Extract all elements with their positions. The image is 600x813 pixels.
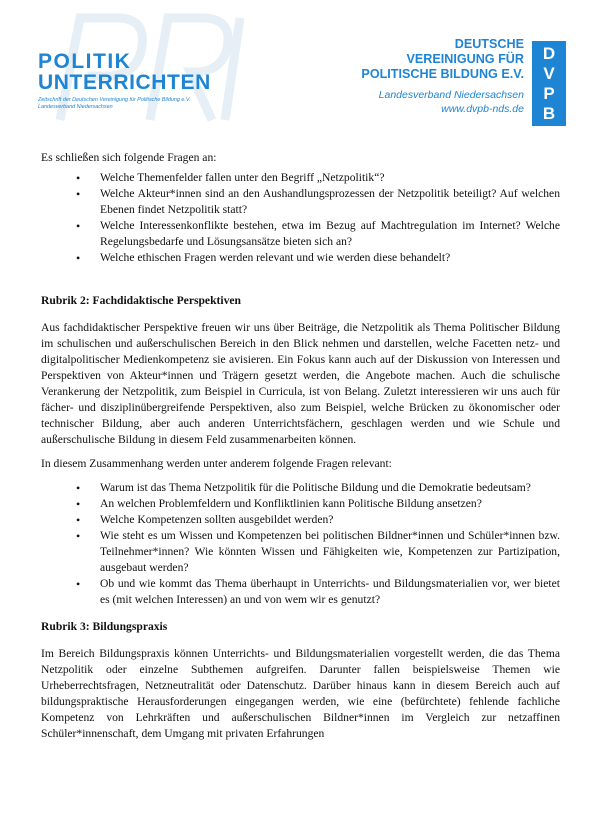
rubrik2-lead: In diesem Zusammenhang werden unter anderem folgende Fragen relevant: (41, 457, 392, 470)
list-item: • Wie steht es um Wissen und Kompetenzen bei politischen Bildner*innen und Schüler*innen bzw. Teilnehmer*innen? Wie könnten Wissen und Fähigkeiten wie, Kompetenzen zur Partizipation, ausgebaut werden? (100, 528, 560, 576)
org-name-line-2: VEREINIGUNG FÜR (406, 52, 524, 66)
logo-title-line-2: UNTERRICHTEN (38, 71, 211, 94)
rubrik2-question-list (41, 480, 560, 608)
dvpb-letter: P (543, 83, 555, 103)
logo-subtitle-1: Zeitschrift der Deutschen Vereinigung für Politische Bildung e.V. (38, 97, 191, 103)
dvpb-letter: D (542, 43, 556, 63)
section1-question-list (41, 170, 560, 266)
document-body (41, 150, 560, 742)
logo-subtitle-2: Landesverband Niedersachsen (38, 104, 113, 110)
rubrik3-paragraph: Im Bereich Bildungspraxis können Unterrichts- und Bildungsmaterialien vorgestellt werden, die das Thema Netzpolitik oder einzelne Subthemen aufgreifen. Darunter fallen beispielsweise Themen wie Urheberrechtsfragen, Netzneutralität oder Datenschutz. Darüber hinaus kann in diesem Bereich auch auf bildungspraktische Herausforderungen eingegangen werden, wie eine (befürchtete) fehlende fachliche Kompetenz von Lehrkräften und außerschulischen Bildner*innen im Vergleich zur netzaffinen Schüler*innenschaft, dem Umgang mit privaten Erfahrungen (41, 647, 560, 740)
org-name-line-1: DEUTSCHE (454, 37, 524, 51)
org-region: Landesverband Niedersachsen (378, 89, 524, 101)
organization-block (361, 37, 524, 116)
list-item: • Welche Akteur*innen sind an den Aushandlungsprozessen der Netzpolitik beteiligt? Auf welchen Ebenen findet Netzpolitik statt? (100, 186, 560, 218)
list-item: • Welche Interessenkonflikte bestehen, etwa im Bezug auf Machtregulation im Internet? Welche Regelungsbedarfe und Lösungsansätze bieten sich an? (100, 218, 560, 250)
section1-lead: Es schließen sich folgende Fragen an: (41, 151, 217, 164)
dvpb-logo (532, 41, 566, 126)
politik-unterrichten-logo (38, 51, 211, 111)
org-name-line-3: POLITISCHE BILDUNG E.V. (361, 67, 524, 81)
list-item: • Welche Themenfelder fallen unter den Begriff „Netzpolitik“? (100, 170, 560, 186)
logo-title-line-1: POLITIK (38, 50, 132, 73)
rubrik2-paragraph: Aus fachdidaktischer Perspektive freuen wir uns über Beiträge, die Netzpolitik als Thema Politischer Bildung im schulischen und außerschulischen Bereich in den Blick nehmen und darstellen, welche Facetten netz- und digitalpolitischer Medienkompetenz sie avisieren. Ein Fokus kann auch auf der Diskussion von Interessen und Perspektiven von Akteur*innen und Trägern gesetzt werden, die Angebote machen. Auch die schulische Verankerung der Netzpolitik, zum Beispiel in Curricula, ist von Belang. Zuletzt interessieren wir uns auch für fächer- und disziplinübergreifende Perspektiven, also zum Beispiel, welche Brücken zu ökonomischer oder technischer Bildung, aber auch anderen Unterrichtsfächern, geschlagen werden und wie Schule und außerschulische Bildung in diesem Feld zusammenarbeiten können. (41, 321, 560, 446)
list-item: • Ob und wie kommt das Thema überhaupt in Unterrichts- und Bildungsmaterialien vor, wer bietet es (mit welchen Interessen) an und von wem wir es genutzt? (100, 576, 560, 608)
org-website-link[interactable]: www.dvpb-nds.de (441, 103, 524, 115)
rubrik3-heading: Rubrik 3: Bildungspraxis (41, 620, 168, 633)
rubrik2-heading: Rubrik 2: Fachdidaktische Perspektiven (41, 294, 242, 307)
list-item: • Welche ethischen Fragen werden relevant und wie werden diese behandelt? (100, 250, 560, 266)
dvpb-letter: B (542, 103, 556, 123)
list-item: • An welchen Problemfeldern und Konfliktlinien kann Politische Bildung ansetzen? (100, 496, 560, 512)
dvpb-letter: V (543, 63, 555, 83)
list-item: • Welche Kompetenzen sollten ausgebildet werden? (100, 512, 560, 528)
list-item: • Warum ist das Thema Netzpolitik für die Politische Bildung und die Demokratie bedeutsam? (100, 480, 560, 496)
page-header (0, 0, 600, 135)
